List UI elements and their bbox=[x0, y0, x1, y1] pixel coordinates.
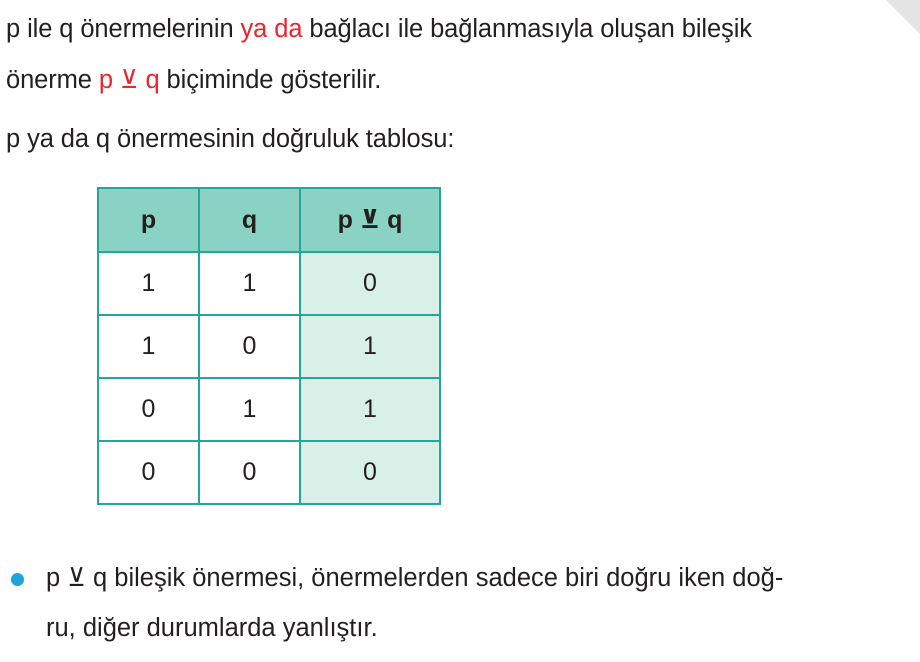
table-row bbox=[98, 252, 440, 315]
definition-text: biçiminde gösterilir. bbox=[159, 66, 382, 94]
result-cell: 1 bbox=[300, 378, 440, 441]
result-cell: 0 bbox=[300, 252, 440, 315]
page-corner-shadow bbox=[886, 0, 920, 34]
table-row bbox=[98, 441, 440, 504]
definition-line-2 bbox=[6, 65, 381, 95]
table-cell: 1 bbox=[98, 252, 199, 315]
table-cell: 0 bbox=[199, 441, 300, 504]
conjunction-highlight: ya da bbox=[240, 15, 303, 43]
note-line-1: p ⊻ q bileşik önermesi, önermelerden sadece biri doğru iken doğ- bbox=[46, 564, 784, 592]
header-cell-p: p bbox=[98, 188, 199, 252]
table-cell: 0 bbox=[98, 378, 199, 441]
table-cell: 0 bbox=[98, 441, 199, 504]
notation-highlight: p ⊻ q bbox=[98, 66, 160, 94]
definition-text: bağlacı ile bağlanmasıyla oluşan bileşik bbox=[302, 15, 752, 43]
bullet-dot-icon bbox=[11, 573, 24, 586]
result-cell: 1 bbox=[300, 315, 440, 378]
table-intro: p ya da q önermesinin doğruluk tablosu: bbox=[6, 125, 455, 153]
result-cell: 0 bbox=[300, 441, 440, 504]
definition-line-1 bbox=[6, 14, 752, 44]
header-cell-q: q bbox=[199, 188, 300, 252]
table-row bbox=[98, 315, 440, 378]
table-cell: 1 bbox=[199, 252, 300, 315]
definition-text: önerme bbox=[6, 66, 99, 94]
table-row bbox=[98, 378, 440, 441]
table-cell: 1 bbox=[199, 378, 300, 441]
table-cell: 1 bbox=[98, 315, 199, 378]
header-cell-result: p ⊻ q bbox=[300, 188, 440, 252]
note-line-2: ru, diğer durumlarda yanlıştır. bbox=[46, 614, 378, 642]
truth-table bbox=[97, 187, 441, 505]
definition-text: p ile q önermelerinin bbox=[6, 15, 241, 43]
table-cell: 0 bbox=[199, 315, 300, 378]
truth-table-header-row bbox=[98, 188, 440, 252]
